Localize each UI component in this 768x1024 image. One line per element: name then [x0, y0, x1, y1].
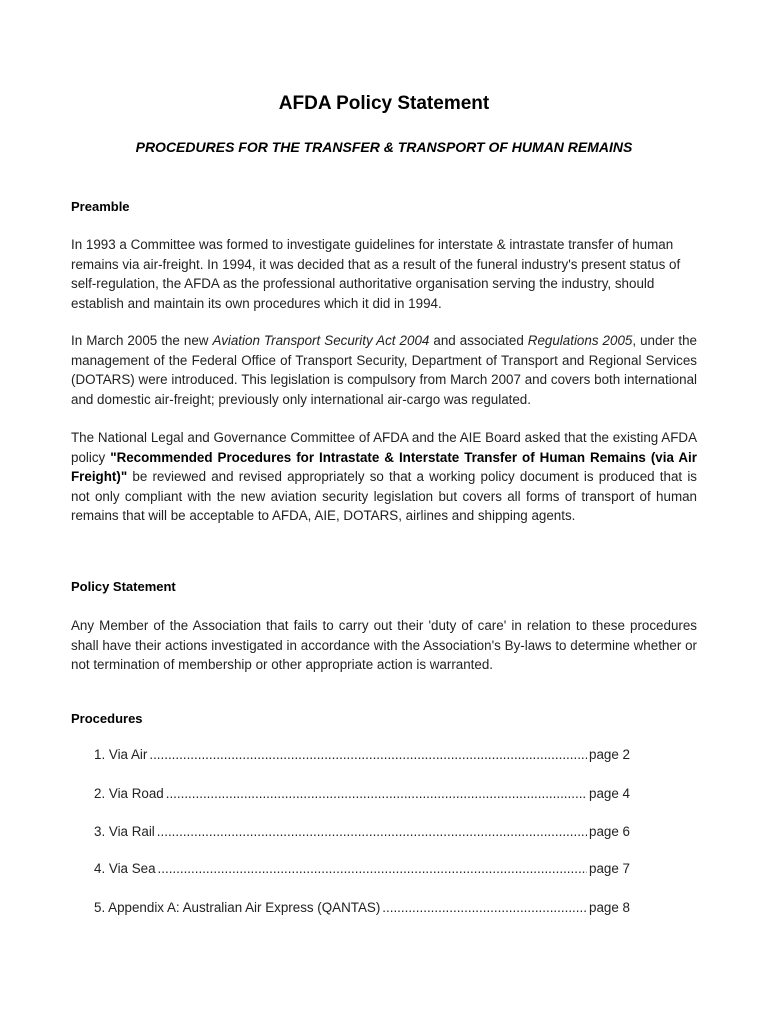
document-subtitle: PROCEDURES FOR THE TRANSFER & TRANSPORT OF HUMAN REMAINS: [135, 139, 633, 155]
preamble-paragraph-2: In March 2005 the new Aviation Transport Security Act 2004 and associated Regulations 2005, under the management of the Federal Office of Transport Security, Department of Transport and Regional Services (DOTARS) were introduced. This legislation is compulsory from March 2007 and covers both international and domestic air-freight; previously only international air-cargo was regulated.: [71, 333, 697, 407]
toc-item-appendix-a[interactable]: [94, 900, 630, 915]
policy-title-quote: "Recommended Procedures for Intrastate & Interstate Transfer of Human Remains (via Air Freight)": [71, 449, 697, 484]
preamble-paragraph-1: In 1993 a Committee was formed to investigate guidelines for interstate & intrastate transfer of human remains via air-freight. In 1994, it was decided that as a result of the funeral industry's present status of self-regulation, the AFDA as the professional authoritative organisation serving the industry, should establish and maintain its own procedures which it did in 1994.: [71, 237, 681, 311]
toc-item-page: page 8: [589, 900, 630, 915]
toc-item-page: page 2: [589, 747, 630, 762]
toc-item-label: 2. Via Road: [94, 786, 164, 801]
toc-dot-leader: [166, 786, 587, 801]
toc-item-label: 3. Via Rail: [94, 824, 155, 839]
toc-dot-leader: [158, 861, 587, 876]
act-title: Aviation Transport Security Act 2004: [212, 333, 430, 348]
toc-item-page: page 4: [589, 786, 630, 801]
preamble-heading: Preamble: [71, 199, 130, 214]
procedures-heading: Procedures: [71, 711, 143, 726]
toc-item-via-road[interactable]: [94, 786, 630, 801]
toc-item-via-rail[interactable]: [94, 824, 630, 839]
preamble-paragraph-3: The National Legal and Governance Committee of AFDA and the AIE Board asked that the existing AFDA policy "Recommended Procedures for Intrastate & Interstate Transfer of Human Remains (via Air Freight)" be reviewed and revised appropriately so that a working policy document is produced that is not only compliant with the new aviation security legislation but covers all forms of transport of human remains that will be acceptable to AFDA, AIE, DOTARS, airlines and shipping agents.: [71, 430, 697, 523]
toc-item-page: page 7: [589, 861, 630, 876]
toc-item-label: 4. Via Sea: [94, 861, 156, 876]
toc-item-via-sea[interactable]: [94, 861, 630, 876]
toc-dot-leader: [157, 824, 587, 839]
policy-statement-text: Any Member of the Association that fails to carry out their 'duty of care' in relation to these procedures shall have their actions investigated in accordance with the Association's By-laws to determine whether or not termination of membership or other appropriate action is warranted.: [71, 618, 697, 672]
document-title: AFDA Policy Statement: [278, 93, 490, 114]
toc-item-page: page 6: [589, 824, 630, 839]
toc-item-label: 1. Via Air: [94, 747, 148, 762]
toc-dot-leader: [382, 900, 587, 915]
toc-item-via-air[interactable]: [94, 747, 630, 762]
policy-statement-heading: Policy Statement: [71, 579, 176, 594]
toc-dot-leader: [149, 747, 587, 762]
toc-item-label: 5. Appendix A: Australian Air Express (QANTAS): [94, 900, 381, 915]
regulations-title: Regulations 2005: [527, 333, 633, 348]
